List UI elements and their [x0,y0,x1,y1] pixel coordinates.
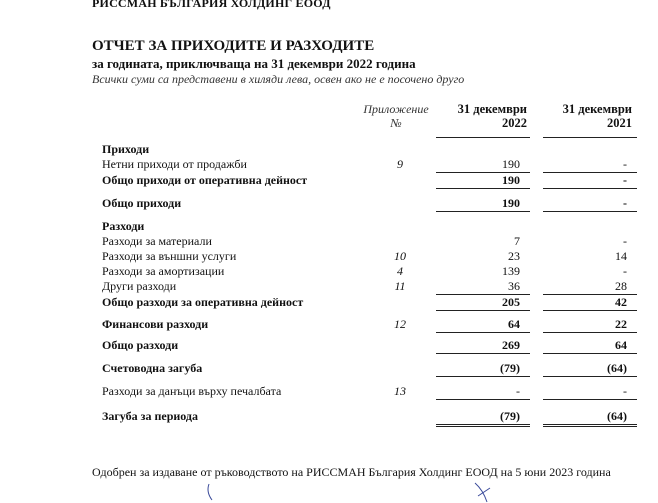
row-label: Разходи [102,219,145,233]
subtotal-rule [436,399,530,400]
row-value-2022: 190 [502,196,520,210]
row-label: Разходи за амортизации [102,264,225,278]
row-note: 12 [394,317,406,331]
row-label: Разходи за данъци върху печалбата [102,384,282,398]
table-row [0,234,658,249]
row-label: Общо разходи за оперативна дейност [102,295,304,309]
total-rule [543,211,637,212]
table-row [0,384,658,399]
row-label: Общо приходи от оперативна дейност [102,173,308,187]
row-value-2021: 14 [615,249,627,263]
table-row [0,249,658,264]
subtotal-rule [543,310,637,311]
row-value-2022: 23 [508,249,520,263]
approval-statement: Одобрен за издаване от ръководството на РИССМАН България Холдинг ЕООД на 5 юни 2023 година [92,465,611,479]
table-row [0,142,658,157]
table-row [0,317,658,332]
table-row [0,295,658,310]
row-label: Приходи [102,142,150,156]
row-label: Общо приходи [102,196,182,210]
row-value-2021: (64) [607,409,627,423]
table-row [0,157,658,172]
row-note: 10 [394,249,406,263]
signature-marks-icon [0,478,658,503]
subtotal-rule [543,399,637,400]
subtotal-rule [543,188,637,189]
total-rule [436,211,530,212]
table-row [0,409,658,424]
row-value-2021: - [623,384,627,398]
row-value-2022: 205 [502,295,520,309]
row-value-2021: 28 [615,279,627,293]
table-row [0,173,658,188]
total-rule [543,376,637,377]
row-label: Разходи за материали [102,234,212,248]
final-double-rule [543,424,637,427]
row-value-2022: 64 [508,317,520,331]
row-label: Общо разходи [102,338,179,352]
table-row [0,264,658,279]
row-value-2022: 190 [502,157,520,171]
row-value-2022: (79) [500,409,520,423]
header-col-2021: 31 декември 2021 [562,102,632,130]
header-col-2022: 31 декември 2022 [457,102,527,130]
row-value-2021: (64) [607,361,627,375]
row-value-2021: 22 [615,317,627,331]
row-value-2022: (79) [500,361,520,375]
header-note-column: Приложение № [363,102,429,130]
row-value-2021: - [623,196,627,210]
row-note: 9 [397,157,403,171]
header-underline-2021 [543,137,637,138]
currency-note: Всички суми са представени в хиляди лева, освен ако не е посочено друго [92,72,465,86]
row-value-2021: 64 [615,338,627,352]
statement-title: ОТЧЕТ ЗА ПРИХОДИТЕ И РАЗХОДИТЕ [92,38,375,54]
table-row [0,338,658,353]
table-row [0,361,658,376]
total-rule [436,376,530,377]
row-value-2021: - [623,264,627,278]
row-value-2021: - [623,234,627,248]
row-label: Счетоводна загуба [102,361,203,375]
row-label: Други разходи [102,279,177,293]
final-double-rule [436,424,530,427]
statement-subtitle: за годината, приключваща на 31 декември 2022 година [92,56,416,71]
row-value-2022: 269 [502,338,520,352]
row-note: 4 [397,264,403,278]
table-row [0,279,658,294]
subtotal-rule [543,332,637,333]
table-row [0,219,658,234]
row-value-2021: - [623,173,627,187]
row-label: Финансови разходи [102,317,209,331]
header-underline-2022 [436,137,530,138]
row-label: Нетни приходи от продажби [102,157,247,171]
company-name: РИССМАН БЪЛГАРИЯ ХОЛДИНГ ЕООД [92,0,331,10]
subtotal-rule [436,188,530,189]
subtotal-rule [436,310,530,311]
row-value-2022: 36 [508,279,520,293]
total-rule [436,353,530,354]
row-value-2022: - [516,384,520,398]
row-value-2021: 42 [615,295,627,309]
table-row [0,196,658,211]
row-value-2022: 7 [514,234,520,248]
total-rule [543,353,637,354]
row-note: 11 [394,279,406,293]
row-label: Разходи за външни услуги [102,249,237,263]
row-value-2022: 139 [502,264,520,278]
row-label: Загуба за периода [102,409,198,423]
row-note: 13 [394,384,406,398]
subtotal-rule [436,332,530,333]
row-value-2021: - [623,157,627,171]
row-value-2022: 190 [502,173,520,187]
